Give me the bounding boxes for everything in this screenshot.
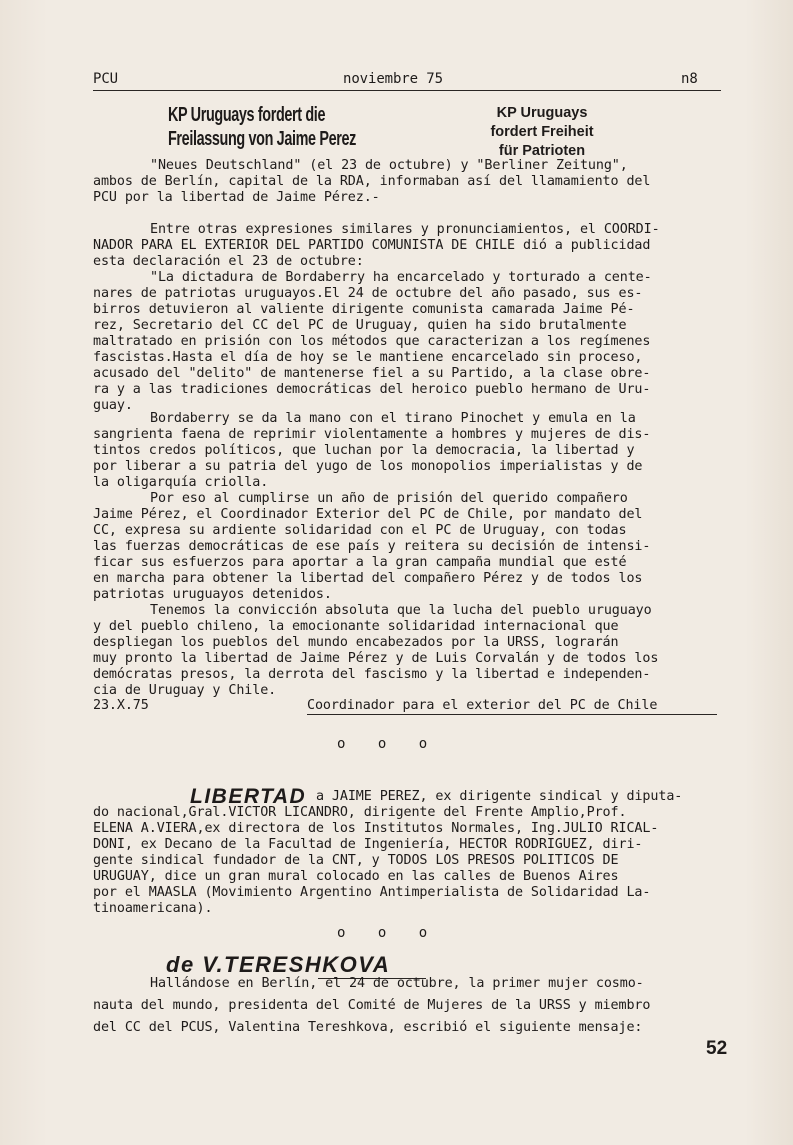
article-line: Jaime Pérez, el Coordinador Exterior del PC de Chile, por mandato del	[93, 507, 643, 522]
tereshkova-title: de V.TERESHKOVA	[166, 952, 391, 977]
article-signature: Coordinador para el exterior del PC de Chile	[307, 698, 658, 713]
article-line: PCU por la libertad de Jaime Pérez.-	[93, 190, 380, 205]
article-line: guay.	[93, 398, 133, 413]
article-line: birros detuvieron al valiente dirigente comunista camarada Jaime Pé-	[93, 302, 635, 317]
article-line: "La dictadura de Bordaberry ha encarcelado y torturado a cente-	[150, 270, 652, 285]
article-line: muy pronto la libertad de Jaime Pérez y de Luis Corvalán y de todos los	[93, 651, 659, 666]
header-left: PCU	[93, 71, 118, 87]
separator-dots-2: o o o	[337, 925, 440, 941]
clipping-headline-left: KP Uruguays fordert die Freilassung von Jaime Perez	[168, 104, 356, 150]
article-line: en marcha para obtener la libertad del compañero Pérez y de todos los	[93, 571, 643, 586]
tereshkova-line: Hallándose en Berlín, el 24 de octubre, la primer mujer cosmo-	[150, 976, 644, 991]
libertad-line: tinoamericana).	[93, 901, 213, 916]
article-line: NADOR PARA EL EXTERIOR DEL PARTIDO COMUNISTA DE CHILE dió a publicidad	[93, 238, 651, 253]
article-line: Tenemos la convicción absoluta que la lucha del pueblo uruguayo	[150, 603, 652, 618]
libertad-title: LIBERTAD	[190, 785, 307, 808]
tereshkova-line: del CC del PCUS, Valentina Tereshkova, escribió el siguiente mensaje:	[93, 1020, 643, 1035]
article-line: ficar sus esfuerzos para aportar a la gran campaña mundial que esté	[93, 555, 627, 570]
article-line: nares de patriotas uruguayos.El 24 de octubre del año pasado, sus es-	[93, 286, 643, 301]
article-line: despliegan los pueblos del mundo encabezados por la URSS, lograrán	[93, 635, 619, 650]
article-line: demócratas presos, la derrota del fascismo y la libertad e independen-	[93, 667, 651, 682]
article-line: tintos credos políticos, que luchan por la democracia, la libertad y	[93, 443, 635, 458]
article-date: 23.X.75	[93, 698, 149, 713]
article-line: Bordaberry se da la mano con el tirano Pinochet y emula en la	[150, 411, 636, 426]
article-line: acusado del "delito" de mantenerse fiel a su Partido, a la clase obre-	[93, 366, 651, 381]
article-line: cia de Uruguay y Chile.	[93, 683, 277, 698]
header-center: noviembre 75	[343, 71, 443, 87]
libertad-line: ELENA A.VIERA,ex directora de los Institutos Normales, Ing.JULIO RICAL-	[93, 821, 659, 836]
libertad-line: DONI, ex Decano de la Facultad de Ingeniería, HECTOR RODRIGUEZ, diri-	[93, 837, 643, 852]
article-line: CC, expresa su ardiente solidaridad con el PC de Uruguay, con todas	[93, 523, 627, 538]
signature-underline	[307, 714, 717, 715]
article-line: Entre otras expresiones similares y pronunciamientos, el COORDI-	[150, 222, 660, 237]
article-line: sangrienta faena de reprimir violentamente a hombres y mujeres de dis-	[93, 427, 651, 442]
separator-dots: o o o	[337, 736, 440, 752]
article-line: patriotas uruguayos detenidos.	[93, 587, 332, 602]
libertad-line: gente sindical fundador de la CNT, y TODOS LOS PRESOS POLITICOS DE	[93, 853, 619, 868]
page-number: 52	[706, 1038, 728, 1059]
article-line: rez, Secretario del CC del PC de Uruguay, quien ha sido brutalmente	[93, 318, 627, 333]
article-line: "Neues Deutschland" (el 23 de octubre) y "Berliner Zeitung",	[150, 158, 628, 173]
article-line: por liberar a su patria del yugo de los monopolios imperialistas y de	[93, 459, 643, 474]
article-line: ra y a las tradiciones democráticas del heroico pueblo hermano de Uru-	[93, 382, 651, 397]
article-line: maltratado en prisión con los métodos que caracterizan a los regímenes	[93, 334, 651, 349]
article-line: las fuerzas democráticas de ese país y reitera su decisión de intensi-	[93, 539, 651, 554]
libertad-line: URUGUAY, dice un gran mural colocado en las calles de Buenos Aires	[93, 869, 619, 884]
article-line: Por eso al cumplirse un año de prisión del querido compañero	[150, 491, 628, 506]
tereshkova-line: nauta del mundo, presidenta del Comité de Mujeres de la URSS y miembro	[93, 998, 651, 1013]
article-line: y del pueblo chileno, la emocionante solidaridad internacional que	[93, 619, 619, 634]
header-rule	[93, 90, 721, 91]
clipping-headline-right: KP Uruguays fordert Freiheit für Patrioten	[490, 105, 594, 159]
libertad-line: por el MAASLA (Movimiento Argentino Antimperialista de Solidaridad La-	[93, 885, 651, 900]
article-line: la oligarquía criolla.	[93, 475, 269, 490]
libertad-line: do nacional,Gral.VICTOR LICANDRO, dirigente del Frente Amplio,Prof.	[93, 805, 627, 820]
article-line: ambos de Berlín, capital de la RDA, informaban así del llamamiento del	[93, 174, 651, 189]
article-line: fascistas.Hasta el día de hoy se le mantiene encarcelado sin proceso,	[93, 350, 643, 365]
article-line: esta declaración el 23 de octubre:	[93, 254, 364, 269]
header-right: n8	[681, 71, 698, 87]
libertad-first-line: a JAIME PEREZ, ex dirigente sindical y diputa-	[316, 789, 683, 804]
